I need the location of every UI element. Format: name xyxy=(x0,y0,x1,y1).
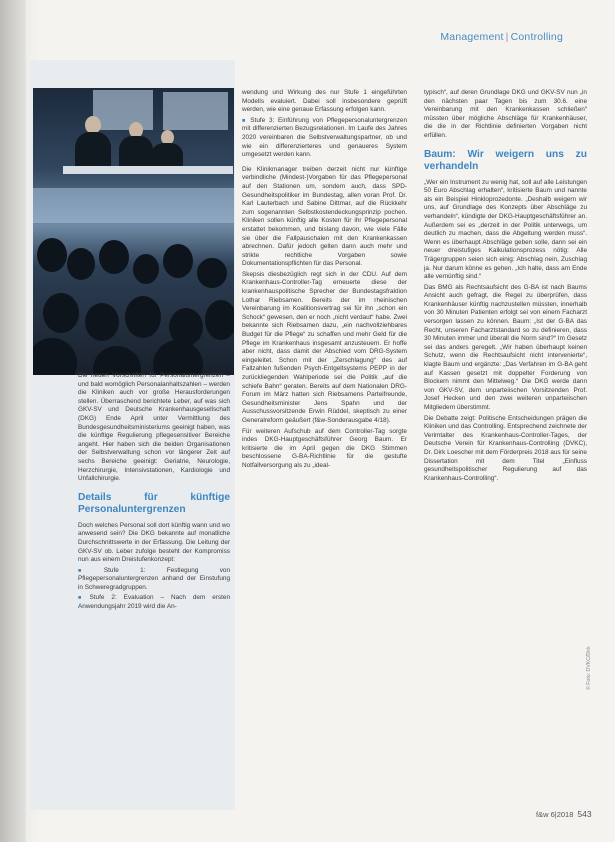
col1-paragraph-1: Die neuen Vorschriften für Personaluntergrenzen – und bald womöglich Personalanhaltszahlen – werden die Kliniken auch vor große Herausforderungen stellen. Überraschend berichtete Leber, auf was sich GKV-SV und Deutsche Krankenhausgesellschaft (DKG) Ende April unter Vermittlung des Bundesgesundheitsministeriums geeinigt haben, was die künftige Regulierung pflegesensitiver Bereiche angeht. Hier haben sich die beiden Organisationen der Selbstverwaltung schon vor längerer Zeit auf sechs Bereiche geeinigt: Geriatrie, Neurologie, Herzchirurgie, Intensivstationen, Kardiologie und Unfallchirurgie. xyxy=(78,372,230,483)
col1-paragraph-2: Doch welches Personal soll dort künftig wann und wo anwesend sein? Die DKG bekannte auf monatliche Durchschnittswerte in der Erfassung. Die Leitung der GKV-SV ob. Leber zufolge besteht der Kompromiss nun aus einem Dreistufenkonzept: xyxy=(78,521,230,564)
col2-paragraph-3: Skepsis diesbezüglich regt sich in der CDU. Auf dem Krankenhaus-Controller-Tag erneuerte diese der krankenhauspolitische Sprecher der Bundestagsfraktion Lothar Riebsamen. Bereits der im rheinischen Vereinbarung im Koalitionsvertrag sei für ihn „schon ein Schock“ gewesen, den er noch „nicht verdaut“ habe. Zwei bekannte sich Riebsamen dazu, „ein nachvollziehbares Budget für die Pflege“ zu schaffen und mehr Geld für die Pflege im Krankenhaus insgesamt anzusteuern. Er hoffe aber nicht, dass damit der Abschied vom DRG-System eingeleitet. Schon mit der „Zerschlagung“ des auf Fallzahlen fußenden Psych-Entgeltsystems PEPP in der zurückliegenden Wahlperiode sei die Politik „auf die schiefe Bahn“ geraten. Bereits auf dem Nationalen DRG-Forum im März hatten sich Riebsamens Parteifreunde, Gesundheitsminister Jens Spahn und der Ausschussvorsitzende Erwin Rüddel, skeptisch zu einer Generalreform geäußert (f&w-Sonderausgabe 4/18). xyxy=(242,270,407,424)
col3-paragraph-2: „Wer ein Instrument zu wenig hat, soll auf alle Leistungen 50 Euro Abschlag erhalten“, kritisierte Baum und nannte als ein Beispiel Hinkloprozedonte. „Deshalb weigern wir uns, auf Grundlage des Konzepts über Abschläge zu verhandeln“, kündigte der DKG-Hauptgeschäftsführer an. Außerdem sei es „derzeit in der Politik unterwegs, um deutlich zu machen, dass die Abgeltung werden muss“. Wenn es überhaupt Abschläge geben solle, dann sei ein neuer dreistufiges Kalkulationsprozess nötig: Alle Trägergruppen seien sich einig: Abschlag nein, Zuschlag ja. Nur darum könne es gehen. „Ich halte, dass am Ende alle vernünftig sind.“ xyxy=(424,178,587,281)
subsection-label: Controlling xyxy=(510,31,563,43)
page-number: 543 xyxy=(577,809,592,819)
col3-paragraph-4: Die Debatte zeigt: Politische Entscheidungen prägen die Kliniken und das Controlling. Entsprechend zeichnete der Verimtalter des Krankenhaus-Controller-Tages, der Deutsche Verein für Krankenhaus-Controlling (DVKC), Dr. Dirk Loescher mit dem Förderpreis 2018 aus für seine Dissertation mit dem Titel „Einfluss gesundheitspolitischer Regulierung auf das Krankenhaus-Controlling“. xyxy=(424,414,587,482)
magazine-issue: f&w 6|2018 xyxy=(536,810,574,819)
col3-paragraph-3: Das BMG als Rechtsaufsicht des G-BA ist nach Baums Ansicht auch gefragt, die Regel zu überprüfen, dass Krankenhäuser künftig nachzustellen müssten, innerhalb von 30 Minuten Patienten erfolgt sei von einem Facharzt versorgen lassen zu können. Baum: „Ist der G-BA das Recht, unseren Facharztstandard so zu definieren, dass 30 Minuten immer und überall die Norm sind?“ Im Gesetz sei das anders geregelt. „Wir haben überhaupt keinen Schutz, wenn die Rechtsaufsicht nicht intervenierte“, klagte Baum und ergänzte: „Das Verfahren im G-BA geht auf Kassen gesetzt mit doppelter Forderung von Blockern nimmt den Mittelweg.“ Die DKG werde dann von GKV-SV, dem unparteiischen Vorsitzenden Prof. Josef Hecken und den zwei weiteren unparteiischen Mitgliedern überstimmt. xyxy=(424,283,587,411)
col1-bullet-1: ■ Stufe 1: Festlegung von Pflegepersonaluntergrenzen anhand der Einstufung in Schweregradgruppen. xyxy=(78,567,230,593)
col2-bullet-3: ■ Stufe 3: Einführung von Pflegepersonaluntergrenzen mit differenzierten Bezugsrelationen. Im Laufe des Jahres 2020 vereinbaren die Selbstverwaltungspartner, ob und wie ein differenzierteres und genaueres System umgesetzt werden kann. xyxy=(242,117,407,160)
article-column-2 xyxy=(242,89,407,473)
section-header xyxy=(440,31,563,43)
section-label: Management xyxy=(440,31,504,43)
article-column-1 xyxy=(78,372,230,614)
col1-subheading: Details für künftige Personaluntergrenzen xyxy=(78,491,230,515)
page-footer xyxy=(536,809,592,819)
header-separator: | xyxy=(505,31,509,43)
col3-paragraph-1: typisch“, auf deren Grundlage DKG und GKV-SV nun „in den nächsten paar Tagen bis zum 30.6. eine Vereinbarung mit den Krankenkassen schließen“ müssten über mögliche Abschläge für Krankenhäuser, die die in der Richtlinie definierten Vorgaben nicht erfüllen. xyxy=(424,89,587,139)
conference-photo xyxy=(33,88,234,375)
col2-paragraph-4: Für weiteren Aufschub auf dem Controller-Tag sorgte indes DKG-Hauptgeschäftsführer Georg Baum. Er kritisierte die im April gegen die DKG Stimmen beschlossene G-BA-Richtlinie für die gestufte Notfallversorgung als zu „ideal- xyxy=(242,427,407,469)
col3-subheading: Baum: Wir weigern uns zu verhandeln xyxy=(424,148,587,172)
col1-bullet-2: ■ Stufe 2: Evaluation – Nach dem ersten Anwendungsjahr 2019 wird die An- xyxy=(78,594,230,611)
col2-paragraph-2: Die Klinikmanager treiben derzeit nicht nur künftige verbindliche (Mindest-)Vorgaben für das Pflegepersonal auf den Stationen um, sondern auch, dass SPD-Gesundheitspolitiker im Bundestag, allen voran Prof. Dr. Karl Lauterbach und Sabine Dittmar, auf die Rückkehr zum sogenannten Selbstkostendeckungsprinzip pochen. Kliniken sollen künftig alle Kosten für ihr Pflegepersonal erstattet bekommen, und bislang davon, wie viele Fälle sie über die Fallpauschalen mit den Krankenkassen abrechnen. Dafür jedoch gelten dann auch mehr und strikte rechtliche Vorgaben sowie Dokumentationspflichten für das Personal. xyxy=(242,165,407,268)
photo-credit: © Foto: DVKC/Dirk xyxy=(586,646,592,690)
col2-paragraph-1: wendung und Wirkung des nur Stufe 1 eingeführten Modells evaluiert. Dabei soll insbesondere geprüft werden, wie eine genaue Erfassung erfolgen kann. xyxy=(242,89,407,114)
article-column-3 xyxy=(424,89,587,485)
page-spine xyxy=(0,0,26,842)
